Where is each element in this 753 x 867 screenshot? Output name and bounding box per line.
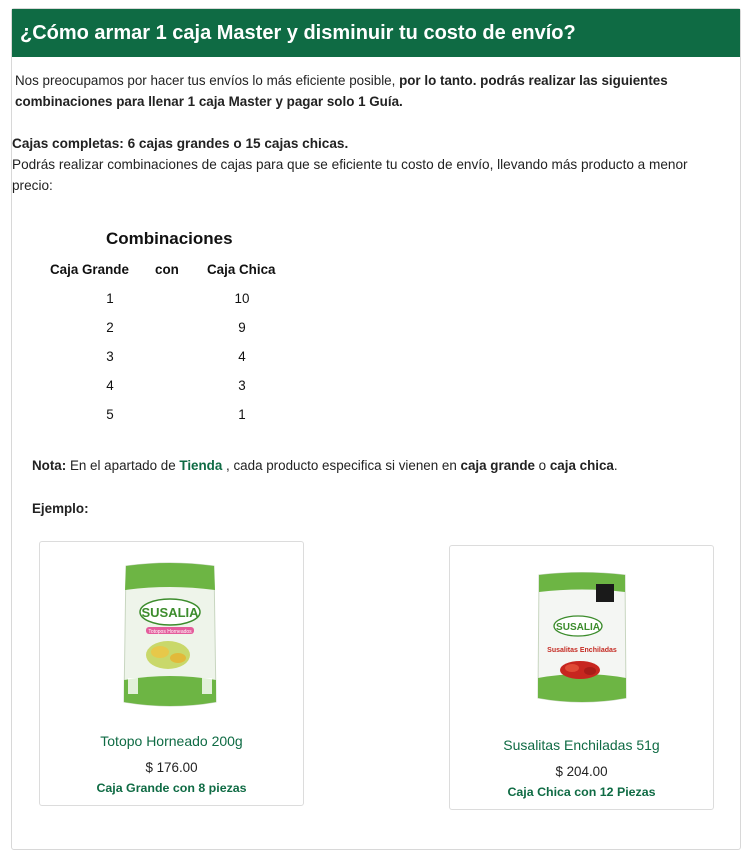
product-name[interactable]: Totopo Horneado 200g [100, 733, 243, 749]
nota-text-3: o [534, 458, 550, 473]
row-5-chica: 1 [238, 407, 246, 422]
row-3-grande: 3 [106, 349, 114, 364]
nota-caja-chica: caja chica [549, 458, 614, 473]
product-name[interactable]: Susalitas Enchiladas 51g [503, 737, 660, 753]
nota-caja-grande: caja grande [460, 458, 535, 473]
nota-text-2: , cada producto especifica si vienen en [222, 458, 461, 473]
row-1-grande: 1 [106, 291, 114, 306]
cajas-section [12, 133, 727, 196]
combinations-title: Combinaciones [106, 229, 233, 248]
ejemplo-label: Ejemplo: [32, 501, 89, 516]
row-3-chica: 4 [238, 349, 246, 364]
product-card-susalitas[interactable] [449, 545, 714, 810]
bag-sub-text: Totopos Horneados [148, 629, 192, 635]
page-title: ¿Cómo armar 1 caja Master y disminuir tu costo de envío? [12, 9, 740, 57]
product-image-totopo[interactable] [120, 560, 220, 710]
header-caja-chica: Caja Chica [207, 262, 276, 277]
row-4-grande: 4 [106, 378, 114, 393]
row-5-grande: 5 [106, 407, 114, 422]
bag-brand-text: SUSALIA [556, 622, 600, 633]
nota-text-1: En el apartado de [66, 458, 180, 473]
product-image-susalitas[interactable] [534, 570, 630, 706]
bag-brand-text: SUSALIA [141, 605, 199, 620]
tienda-link[interactable]: Tienda [179, 458, 223, 473]
nota-paragraph [32, 458, 618, 473]
intro-plain-text: Nos preocupamos por hacer tus envíos lo más eficiente posible, [15, 73, 400, 88]
product-card-totopo[interactable] [39, 541, 304, 806]
row-2-chica: 9 [238, 320, 246, 335]
row-4-chica: 3 [238, 378, 246, 393]
row-2-grande: 2 [106, 320, 114, 335]
header-con: con [155, 262, 179, 277]
cajas-description: Podrás realizar combinaciones de cajas para que se eficiente tu costo de envío, llevando más producto a menor precio: [12, 157, 688, 193]
cajas-completas-text: Cajas completas: 6 cajas grandes o 15 cajas chicas. [12, 136, 349, 151]
product-pack-info: Caja Chica con 12 Piezas [507, 785, 656, 799]
nota-label: Nota: [32, 458, 67, 473]
product-price: $ 176.00 [145, 760, 198, 775]
nota-text-4: . [613, 458, 618, 473]
row-1-chica: 10 [234, 291, 250, 306]
intro-bold-text: por lo tanto. podrás realizar las siguientes combinaciones para llenar 1 caja Master y pagar solo 1 Guía. [15, 73, 668, 109]
product-pack-info: Caja Grande con 8 piezas [96, 781, 247, 795]
intro-paragraph [15, 70, 715, 112]
header-caja-grande: Caja Grande [50, 262, 129, 277]
product-price: $ 204.00 [555, 764, 608, 779]
bag-sub-text: Susalitas Enchiladas [547, 647, 617, 654]
